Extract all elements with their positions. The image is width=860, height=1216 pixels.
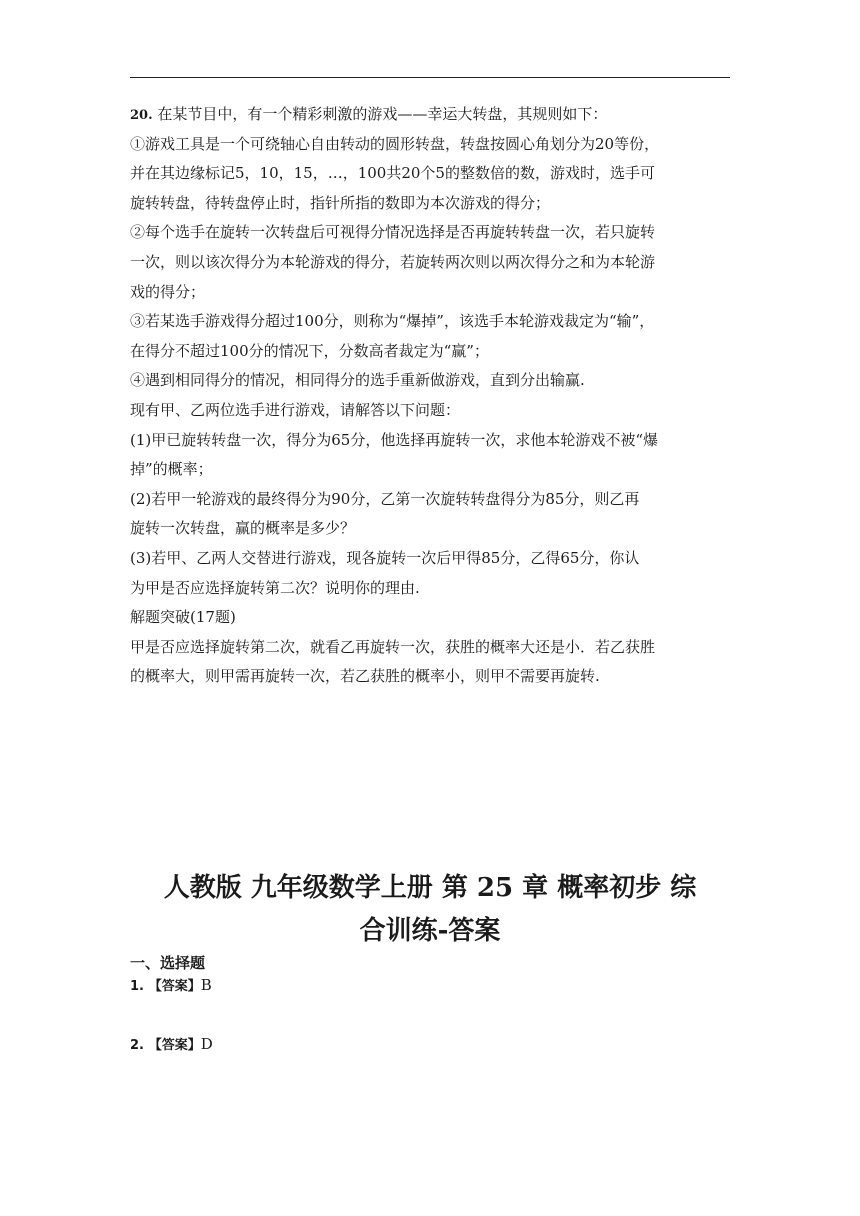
answer-value: D — [200, 1035, 213, 1053]
question-20 — [130, 100, 730, 692]
answer-number: 2. — [130, 1038, 144, 1053]
hint-line: 的概率大，则甲需再旋转一次，若乙获胜的概率小，则甲不需要再旋转. — [130, 667, 600, 686]
title-line-2: 合训练-答案 — [359, 916, 501, 946]
question-line: 并在其边缘标记5，10，15，…，100共20个5的整数倍的数，游戏时，选手可 — [130, 164, 655, 183]
question-line: (3)若甲、乙两人交替进行游戏，现各旋转一次后甲得85分，乙得65分，你认 — [130, 548, 640, 567]
document-title — [120, 867, 740, 953]
answer-label: 【答案】 — [148, 979, 201, 994]
question-line: 旋转一次转盘，赢的概率是多少？ — [130, 519, 356, 538]
answer-item — [130, 1034, 213, 1053]
question-line: ①游戏工具是一个可绕轴心自由转动的圆形转盘，转盘按圆心角划分为20等份， — [130, 134, 660, 153]
hint-heading: 解题突破(17题) — [130, 608, 236, 627]
title-line-1: 人教版 九年级数学上册 第 25 章 概率初步 综 — [163, 873, 697, 903]
question-line: 戏的得分； — [130, 282, 206, 301]
hint-line: 甲是否应选择旋转第二次，就看乙再旋转一次，获胜的概率大还是小．若乙获胜 — [130, 637, 656, 656]
question-line: 为甲是否应选择旋转第二次？说明你的理由. — [130, 578, 420, 597]
question-number: 20. — [130, 108, 153, 123]
question-line: 旋转转盘，待转盘停止时，指针所指的数即为本次游戏的得分； — [130, 193, 551, 212]
question-line: 现有甲、乙两位选手进行游戏，请解答以下问题： — [130, 400, 461, 419]
question-line: (2)若甲一轮游戏的最终得分为90分，乙第一次旋转转盘得分为85分，则乙再 — [130, 489, 640, 508]
answer-item — [130, 975, 212, 994]
question-line: 在得分不超过100分的情况下，分数高者裁定为“赢”； — [130, 341, 489, 360]
answer-label: 【答案】 — [148, 1038, 201, 1053]
answer-value: B — [200, 976, 212, 994]
question-line: ④遇到相同得分的情况，相同得分的选手重新做游戏，直到分出输赢. — [130, 371, 585, 390]
question-line: 一次，则以该次得分为本轮游戏的得分，若旋转两次则以两次得分之和为本轮游 — [130, 252, 656, 271]
header-rule — [130, 77, 730, 78]
question-line: 掉”的概率； — [130, 460, 213, 479]
question-line: (1)甲已旋转转盘一次，得分为65分，他选择再旋转一次，求他本轮游戏不被“爆 — [130, 430, 659, 449]
question-line: ③若某选手游戏得分超过100分，则称为“爆掉”，该选手本轮游戏裁定为“输”， — [130, 312, 655, 331]
question-line: ②每个选手在旋转一次转盘后可视得分情况选择是否再旋转转盘一次，若只旋转 — [130, 223, 656, 242]
section-heading: 一、选择题 — [130, 954, 206, 972]
question-line: 20. 在某节目中，有一个精彩刺激的游戏——幸运大转盘，其规则如下： — [130, 105, 608, 123]
answer-number: 1. — [130, 979, 144, 994]
